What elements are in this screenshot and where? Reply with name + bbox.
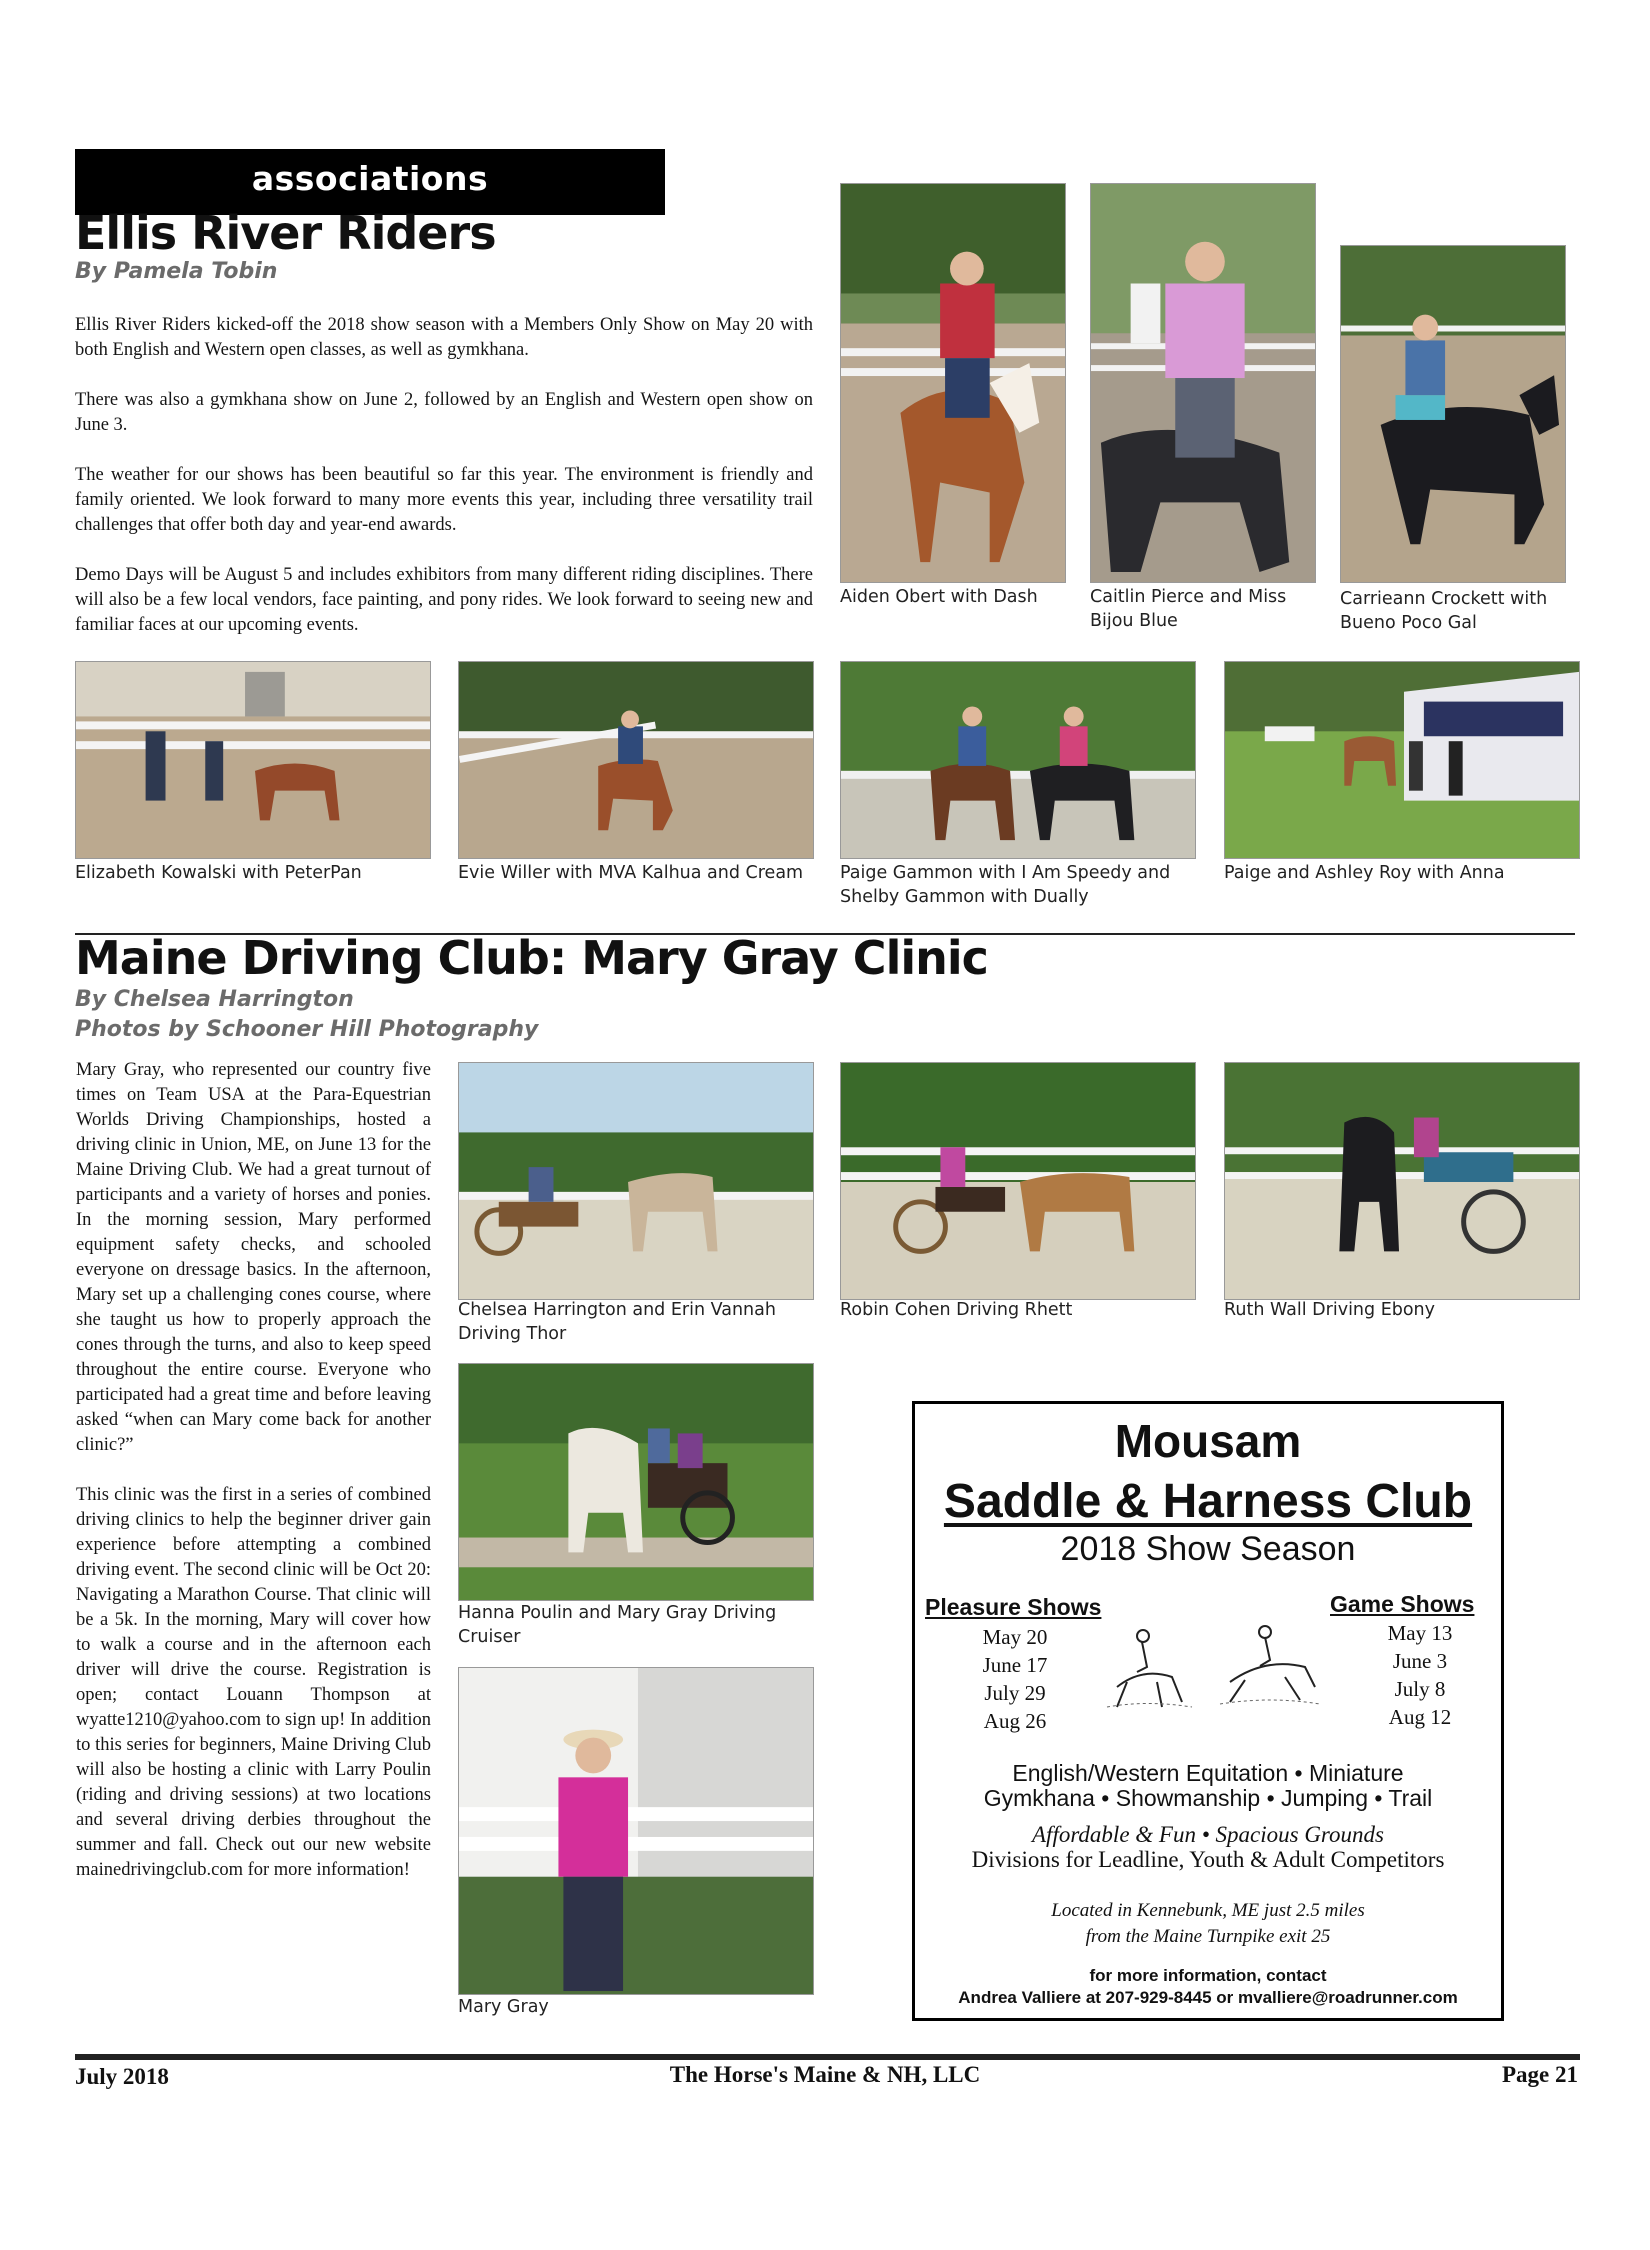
ad-date: May 13 — [1387, 1621, 1453, 1645]
ad-location-line1: Located in Kennebunk, ME just 2.5 miles — [1051, 1900, 1365, 1921]
caption-chelsea-harrington: Chelsea Harrington and Erin Vannah Driving Thor — [458, 1300, 776, 1344]
article2-paragraph: This clinic was the first in a series of combined driving clinics to help the beginner driver gain experience before attempting a combined driving event. The second clinic will be Oct 20: Navigating a Marathon Course. That clinic will be a 5k. In the morning, Mary will cover how to walk a course and in the afternoon each driver will drive the course. Registration is open; contact Louann Thompson at wyatte1210@yahoo.com to sign up! In addition to this series for beginners, Maine Driving Club will also be hosting a clinic with Larry Poulin (riding and driving sessions) at two locations and several driving derbies throughout the summer and fall. Check out our new website mainedrivingclub.com for more information! — [76, 1485, 431, 1880]
photo-mary-gray — [458, 1667, 814, 1995]
caption-aiden-obert: Aiden Obert with Dash — [840, 587, 1038, 607]
article2-body — [76, 1058, 431, 1908]
article1-paragraph: Demo Days will be August 5 and includes exhibitors from many different riding disciplines. There will also be a few local vendors, face painting, and pony rides. We look forward to seeing new and familiar faces at our upcoming events. — [75, 565, 813, 635]
caption-ruth-wall: Ruth Wall Driving Ebony — [1224, 1300, 1436, 1320]
ad-classes-line2: Gymkhana • Showmanship • Jumping • Trail — [983, 1785, 1433, 1811]
ad-title-line2: Saddle & Harness Club — [943, 1475, 1473, 1528]
photo-carrieann-crockett — [1340, 245, 1566, 583]
article1-body — [75, 313, 813, 663]
footer-page-number: Page 21 — [1501, 2062, 1578, 2087]
photo-chelsea-harrington — [458, 1062, 814, 1300]
caption-elizabeth-kowalski: Elizabeth Kowalski with PeterPan — [75, 863, 362, 883]
caption-evie-willer: Evie Willer with MVA Kalhua and Cream — [458, 863, 804, 883]
caption-robin-cohen: Robin Cohen Driving Rhett — [840, 1300, 1073, 1320]
article1-byline: By Pamela Tobin — [75, 259, 278, 284]
article1-paragraph: There was also a gymkhana show on June 2, followed by an English and Western open show on June 3. — [75, 390, 813, 435]
footer-rule — [75, 2054, 1580, 2060]
ad-date: Aug 26 — [983, 1709, 1047, 1733]
photo-hanna-poulin — [458, 1363, 814, 1601]
article1-paragraph: The weather for our shows has been beautiful so far this year. The environment is friendly and family oriented. We look forward to many more events this year, including three versatility trail challenges that offer both day and year-end awards. — [75, 465, 813, 535]
ad-date: July 29 — [984, 1681, 1046, 1705]
photo-paige-gammon — [840, 661, 1196, 859]
caption-carrieann-crockett: Carrieann Crockett with Bueno Poco Gal — [1340, 589, 1548, 633]
ad-tagline: Affordable & Fun • Spacious Grounds — [1032, 1822, 1384, 1847]
ad-contact-line2: Andrea Valliere at 207-929-8445 or mvalliere@roadrunner.com — [958, 1988, 1458, 2007]
ad-date: June 3 — [1392, 1649, 1448, 1673]
caption-mary-gray: Mary Gray — [458, 1997, 549, 2017]
photo-paige-ashley-roy — [1224, 661, 1580, 859]
photo-evie-willer — [458, 661, 814, 859]
ad-rider-illustration-left — [1097, 1622, 1197, 1712]
ad-classes-line1: English/Western Equitation • Miniature — [1012, 1760, 1404, 1786]
ad-title-line1: Mousam — [1114, 1415, 1302, 1467]
caption-paige-ashley-roy: Paige and Ashley Roy with Anna — [1224, 863, 1505, 883]
ad-game-heading: Game Shows — [1330, 1591, 1475, 1617]
ad-rider-illustration-right — [1215, 1622, 1325, 1712]
article2-byline: By Chelsea Harrington — [75, 987, 354, 1012]
ad-date: Aug 12 — [1388, 1705, 1452, 1729]
ad-pleasure-dates — [955, 1623, 1075, 1735]
article2-photo-credit: Photos by Schooner Hill Photography — [75, 1017, 539, 1042]
photo-elizabeth-kowalski — [75, 661, 431, 859]
mousam-club-ad — [912, 1401, 1504, 2021]
article2-title: Maine Driving Club: Mary Gray Clinic — [75, 931, 988, 985]
section-banner-label: associations — [251, 159, 489, 198]
ad-season: 2018 Show Season — [1060, 1530, 1356, 1568]
article2-paragraph: Mary Gray, who represented our country five times on Team USA at the Para-Equestrian Worlds Driving Championships, hosted a driving clinic in Union, ME, on June 13 for the Maine Driving Club. We had a great turnout of participants and a variety of horses and ponies. In the morning session, Mary performed equipment safety checks, and schooled everyone on dressage basics. In the afternoon, Mary set up a challenging cones course, where she taught us how to properly approach the cones through the turns, and also to keep speed throughout the entire course. Everyone who participated had a great time and before leaving asked “when can Mary come back for another clinic?” — [76, 1060, 431, 1455]
caption-hanna-poulin: Hanna Poulin and Mary Gray Driving Cruiser — [458, 1603, 777, 1647]
footer-date: July 2018 — [75, 2064, 169, 2089]
article1-title: Ellis River Riders — [75, 206, 496, 260]
photo-aiden-obert — [840, 183, 1066, 583]
footer-publication: The Horse's Maine & NH, LLC — [669, 2062, 981, 2087]
caption-paige-gammon: Paige Gammon with I Am Speedy and Shelby Gammon with Dually — [840, 863, 1171, 907]
ad-date: May 20 — [982, 1625, 1048, 1649]
ad-divisions: Divisions for Leadline, Youth & Adult Competitors — [971, 1847, 1445, 1872]
ad-date: June 17 — [982, 1653, 1048, 1677]
ad-pleasure-heading: Pleasure Shows — [925, 1594, 1102, 1620]
ad-date: July 8 — [1394, 1677, 1446, 1701]
photo-ruth-wall — [1224, 1062, 1580, 1300]
photo-robin-cohen — [840, 1062, 1196, 1300]
caption-caitlin-pierce: Caitlin Pierce and Miss Bijou Blue — [1090, 587, 1287, 631]
photo-caitlin-pierce — [1090, 183, 1316, 583]
ad-game-dates — [1360, 1619, 1480, 1731]
article1-paragraph: Ellis River Riders kicked-off the 2018 show season with a Members Only Show on May 20 with both English and Western open classes, as well as gymkhana. — [75, 315, 813, 360]
ad-location-line2: from the Maine Turnpike exit 25 — [1085, 1926, 1331, 1947]
ad-contact-line1: for more information, contact — [1089, 1966, 1327, 1985]
